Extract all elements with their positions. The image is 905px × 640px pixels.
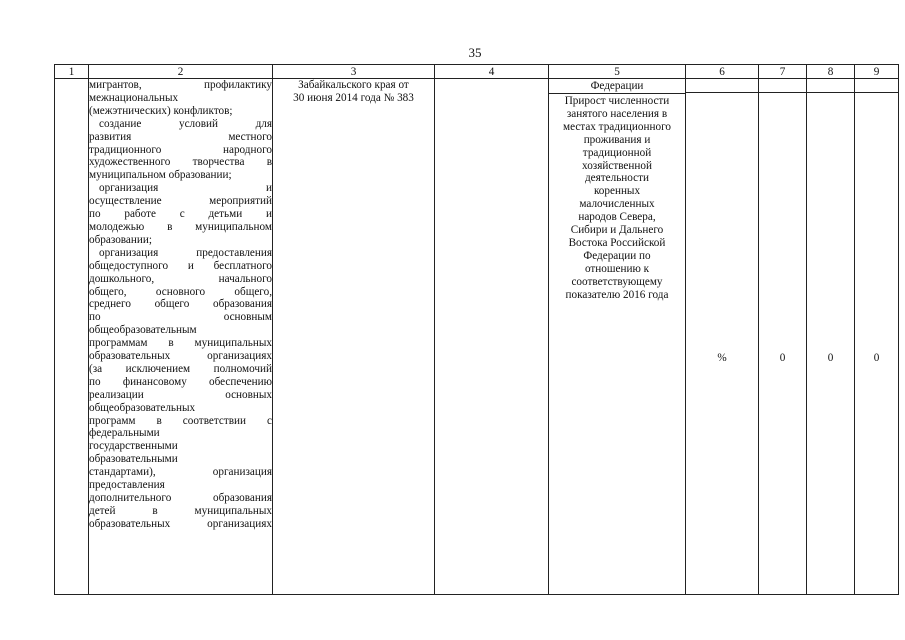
- col4-cell: [435, 79, 549, 595]
- text-line: общего, основного общего,: [89, 285, 272, 298]
- text-line: среднего общего образования: [89, 298, 272, 311]
- col-header-3: 3: [273, 65, 435, 79]
- text-line: государственными: [89, 440, 178, 453]
- text-line: организация и: [99, 182, 272, 195]
- text-line: образовательными: [89, 453, 178, 466]
- column-number-row: [55, 65, 899, 79]
- value-cell-8: [807, 79, 855, 595]
- text-line: образовании;: [89, 233, 152, 246]
- text-line: программам в муниципальных: [89, 337, 272, 350]
- text-line: межнациональных: [89, 91, 179, 104]
- text-line: по основным: [89, 311, 272, 324]
- text-line: реализации основных: [89, 388, 272, 401]
- text-line: Прирост численности: [564, 95, 670, 107]
- col-header-8: 8: [807, 65, 855, 79]
- text-line: общедоступного и бесплатного: [89, 259, 272, 272]
- value-9: 0: [873, 352, 880, 364]
- text-line: художественного творчества в: [89, 156, 272, 169]
- text-line: (за исключением полномочий: [89, 362, 272, 375]
- col1-cell: [55, 79, 89, 595]
- text-line: по финансовому обеспечению: [89, 375, 272, 388]
- page-number: 35: [468, 45, 482, 60]
- text-line: молодежью в муниципальном: [89, 220, 272, 233]
- text-line: проживания и: [583, 133, 651, 146]
- table-row: [55, 79, 899, 595]
- text-line: осуществление мероприятий: [89, 195, 272, 208]
- value-cell-9: [855, 79, 899, 595]
- col-header-4: 4: [435, 65, 549, 79]
- text-line: образовательных организациях: [89, 350, 272, 363]
- text-line: стандартами), организация: [89, 466, 272, 479]
- text-line: традиционной: [582, 146, 652, 159]
- text-line: соответствующему: [571, 275, 663, 288]
- text-line: организация предоставления: [99, 246, 272, 259]
- value-cell-7: [759, 79, 807, 595]
- unit-cell: [686, 79, 759, 595]
- text-line: Востока Российской: [568, 236, 666, 249]
- text-line: программ в соответствии с: [89, 414, 272, 427]
- indicator-table: [54, 64, 899, 595]
- value-7: 0: [779, 352, 786, 364]
- col-header-2: 2: [89, 65, 273, 79]
- text-line: образовательных организациях: [89, 517, 272, 530]
- text-line: 30 июня 2014 года № 383: [293, 91, 414, 104]
- value-8: 0: [827, 352, 834, 364]
- text-line: общеобразовательных: [89, 401, 196, 414]
- col-header-7: 7: [759, 65, 807, 79]
- text-line: мигрантов, профилактику: [89, 79, 272, 91]
- text-line: общеобразовательным: [89, 324, 197, 337]
- text-line: деятельности: [584, 172, 650, 185]
- text-line: занятого населения в: [566, 107, 668, 120]
- text-line: традиционного народного: [89, 143, 272, 156]
- text-line: коренных: [593, 185, 641, 198]
- text-line: хозяйственной: [582, 159, 652, 172]
- text-line: развития местного: [89, 130, 272, 143]
- text-line: предоставления: [89, 479, 165, 492]
- text-line: Федерации по: [583, 249, 651, 262]
- text-line: создание условий для: [99, 117, 272, 130]
- text-line: местах традиционного: [563, 120, 671, 133]
- col-header-6: 6: [686, 65, 759, 79]
- col-header-5: 5: [549, 65, 686, 79]
- text-line: детей в муниципальных: [89, 504, 272, 517]
- text-line: Забайкальского края от: [298, 79, 409, 91]
- col-header-1: 1: [55, 65, 89, 79]
- text-line: показателю 2016 года: [565, 288, 669, 301]
- indicator-head-text: Федерации: [549, 79, 685, 94]
- text-line: по работе с детьми и: [89, 208, 272, 221]
- legal-basis-text: [273, 79, 434, 105]
- text-line: дополнительного образования: [89, 492, 272, 504]
- text-line: отношению к: [584, 262, 650, 275]
- text-line: народов Севера,: [578, 211, 656, 224]
- legal-basis-cell: [273, 79, 435, 595]
- text-line: Сибири и Дальнего: [570, 224, 664, 237]
- text-line: муниципальном образовании;: [89, 169, 232, 182]
- col-header-9: 9: [855, 65, 899, 79]
- unit-value: %: [717, 352, 727, 364]
- indicator-cell: [549, 79, 686, 595]
- authority-description-cell: [89, 79, 273, 595]
- authority-description-text: [89, 79, 272, 531]
- text-line: федеральными: [89, 427, 160, 440]
- text-line: дошкольного, начального: [89, 272, 272, 285]
- text-line: (межэтнических) конфликтов;: [89, 104, 233, 117]
- text-line: малочисленных: [579, 198, 655, 211]
- indicator-name-text: [549, 94, 685, 302]
